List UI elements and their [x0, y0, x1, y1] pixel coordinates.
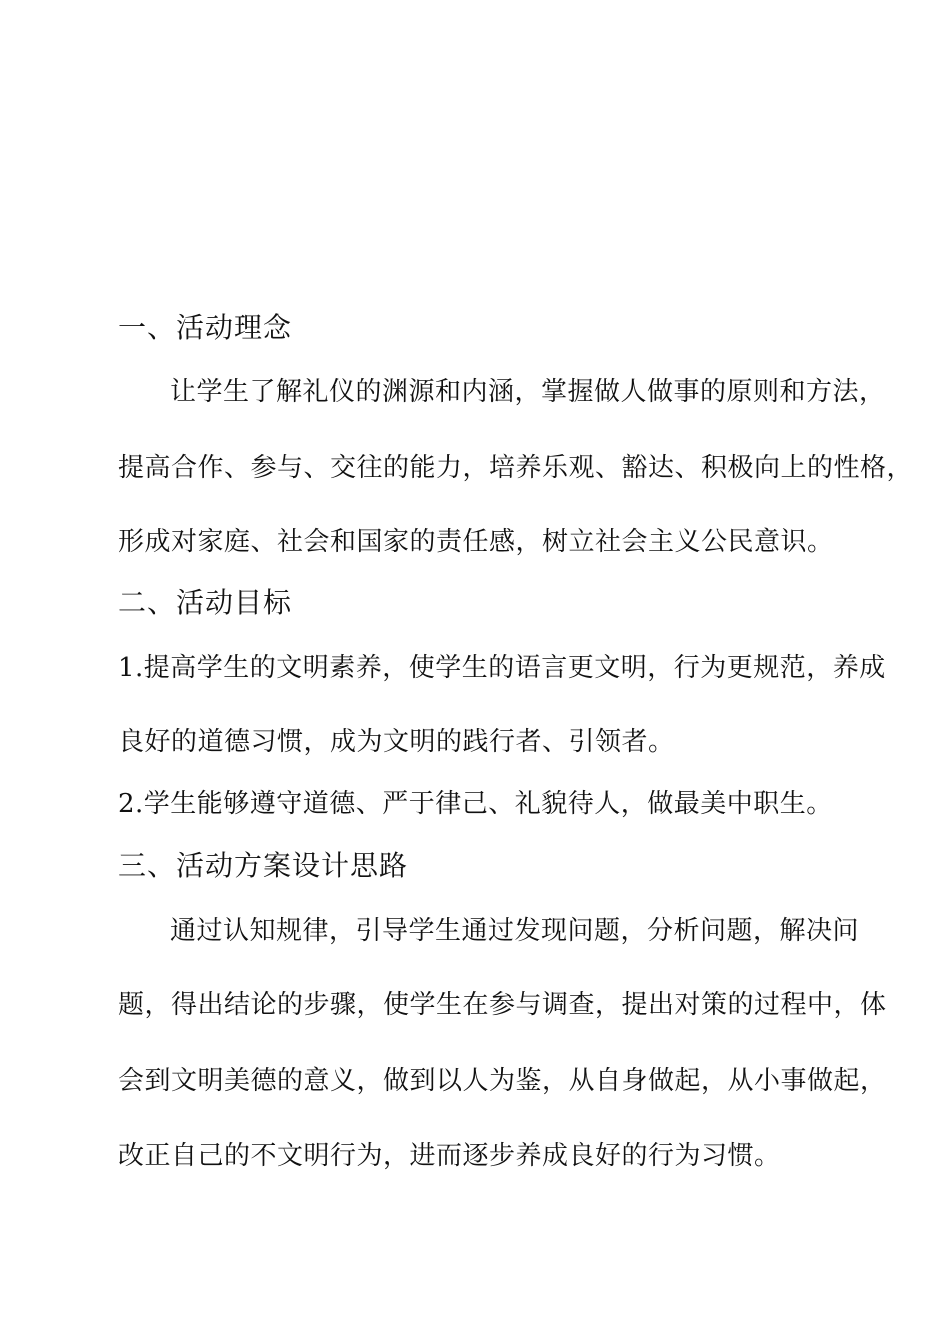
list-item-line: 良好的道德习惯，成为文明的践行者、引领者。	[118, 727, 675, 757]
section-heading-design: 三、活动方案设计思路	[118, 849, 409, 882]
paragraph-line: 题，得出结论的步骤，使学生在参与调查，提出对策的过程中，体	[118, 990, 887, 1020]
paragraph-line: 会到文明美德的意义，做到以人为鉴，从自身做起，从小事做起，	[118, 1066, 887, 1096]
paragraph-line: 改正自己的不文明行为，进而逐步养成良好的行为习惯。	[118, 1141, 781, 1171]
section-heading-goals: 二、活动目标	[118, 586, 293, 619]
paragraph-line: 通过认知规律，引导学生通过发现问题，分析问题，解决问	[170, 916, 860, 946]
paragraph-line: 提高合作、参与、交往的能力，培养乐观、豁达、积极向上的性格，	[118, 453, 914, 483]
paragraph-line: 形成对家庭、社会和国家的责任感，树立社会主义公民意识。	[118, 527, 834, 557]
section-heading-concept: 一、活动理念	[118, 311, 293, 344]
list-item-line: 2.学生能够遵守道德、严于律己、礼貌待人，做最美中职生。	[118, 789, 833, 819]
paragraph-line: 让学生了解礼仪的渊源和内涵，掌握做人做事的原则和方法，	[170, 377, 886, 407]
list-item-line: 1.提高学生的文明素养，使学生的语言更文明，行为更规范，养成	[118, 653, 886, 683]
